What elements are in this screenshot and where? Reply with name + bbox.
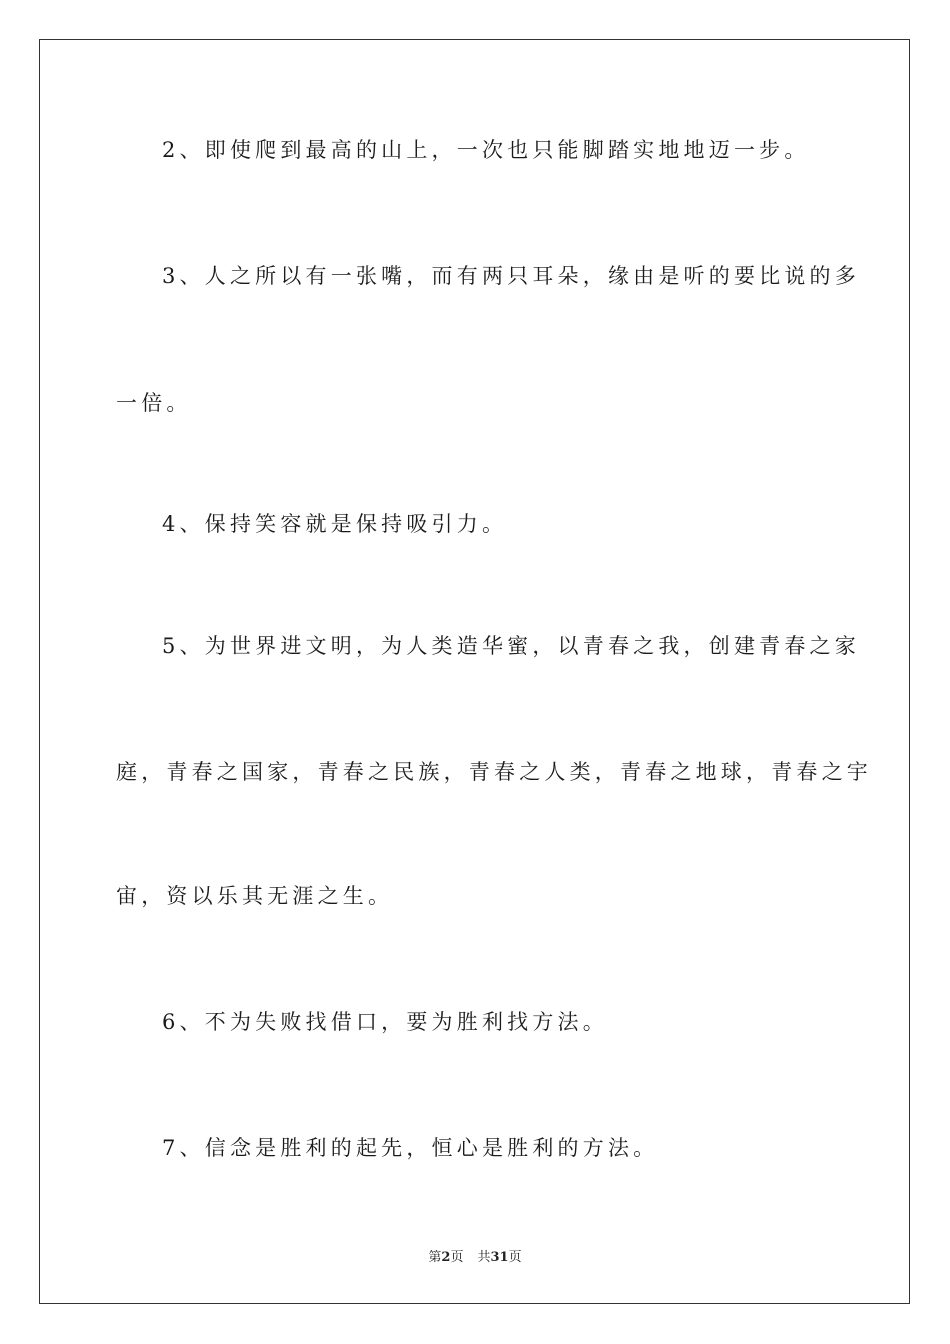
text-line-item-3: 3、人之所以有一张嘴，而有两只耳朵，缘由是听的要比说的多 <box>162 264 860 288</box>
text-line-item-7: 7、信念是胜利的起先，恒心是胜利的方法。 <box>162 1136 659 1160</box>
text-line-item-2: 2、即使爬到最高的山上，一次也只能脚踏实地地迈一步。 <box>162 138 810 162</box>
text-line-item-5-cont-2: 宙，资以乐其无涯之生。 <box>116 884 394 908</box>
text-line-item-6: 6、不为失败找借口，要为胜利找方法。 <box>162 1010 608 1034</box>
footer-page-prefix: 第 <box>428 1250 442 1265</box>
footer-total-prefix: 共 <box>477 1250 491 1265</box>
footer-total-suffix: 页 <box>508 1250 522 1265</box>
text-line-item-5-cont-1: 庭，青春之国家，青春之民族，青春之人类，青春之地球，青春之宇 <box>116 760 872 784</box>
text-line-item-4: 4、保持笑容就是保持吸引力。 <box>162 512 508 536</box>
text-line-item-5: 5、为世界进文明，为人类造华蜜，以青春之我，创建青春之家 <box>162 634 860 658</box>
footer-page-suffix: 页 <box>450 1250 464 1265</box>
page-footer <box>0 1246 950 1265</box>
page-frame <box>39 39 910 1304</box>
footer-page-number: 2 <box>441 1250 451 1265</box>
text-line-item-3-cont: 一倍。 <box>116 391 192 415</box>
footer-total-number: 31 <box>490 1250 509 1265</box>
